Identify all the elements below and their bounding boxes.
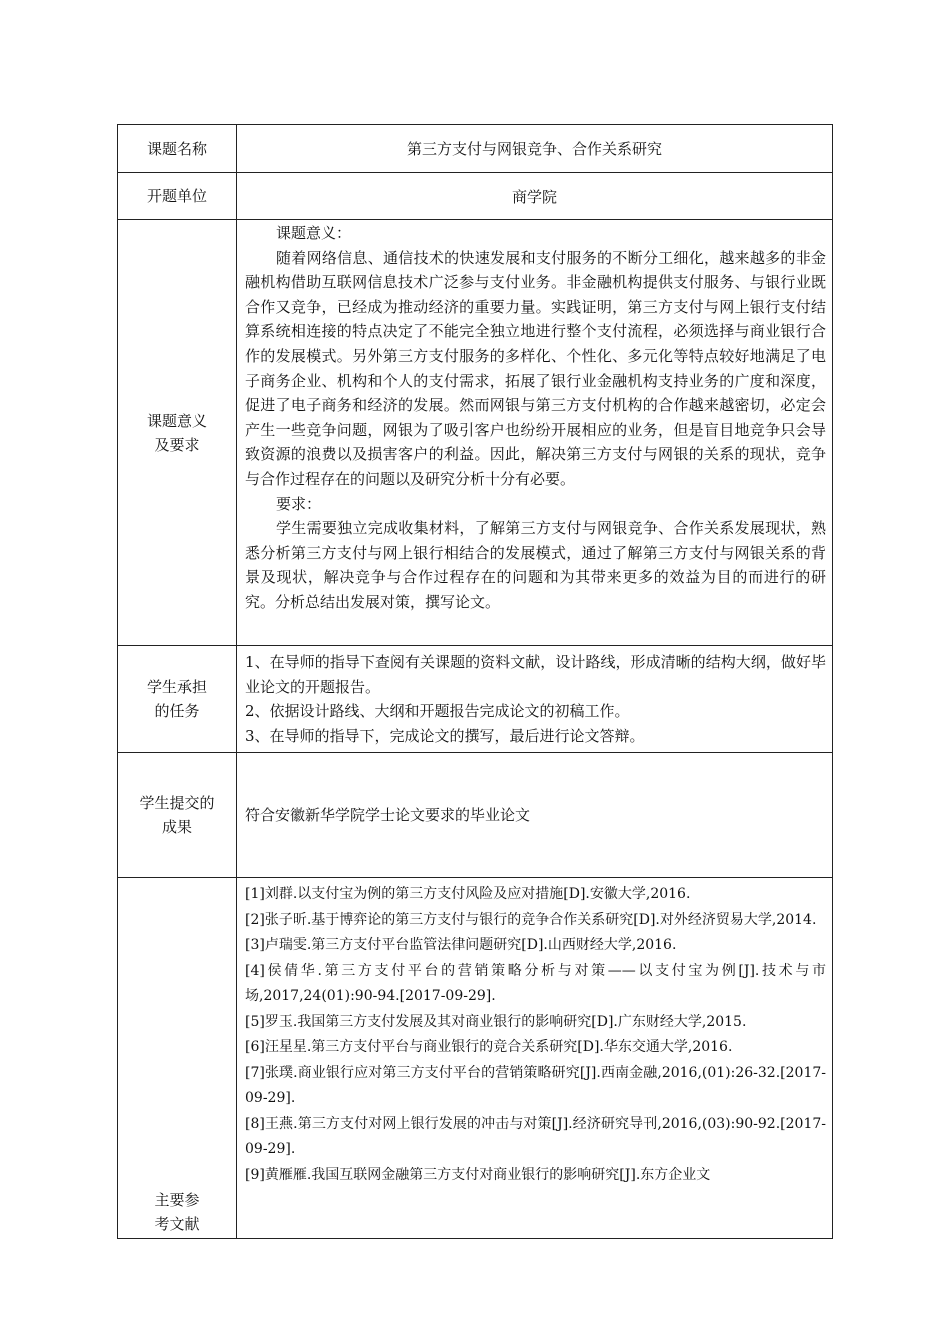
references-label-line1: 主要参 (154, 1191, 200, 1210)
significance-label (118, 220, 237, 646)
reference-item: [1]刘群.以支付宝为例的第三方支付风险及应对措施[D].安徽大学,2016. (245, 886, 691, 903)
unit-label: 开题单位 (118, 173, 237, 220)
reference-item: [8]王燕.第三方支付对网上银行发展的冲击与对策[J].经济研究导刊,2016,(03):90-92.[2017-09-29]. (245, 1115, 826, 1158)
results-label (118, 753, 237, 878)
significance-label-line1: 课题意义 (146, 411, 207, 430)
table-row (118, 125, 833, 173)
table-row (118, 646, 833, 753)
table-row (118, 878, 833, 1239)
significance-label-line2: 及要求 (154, 435, 200, 454)
reference-item: [5]罗玉.我国第三方支付发展及其对商业银行的影响研究[D].广东财经大学,2015. (245, 1013, 747, 1030)
significance-paragraph: 随着网络信息、通信技术的快速发展和支付服务的不断分工细化，越来越多的非金融机构借助互联网信息技术广泛参与支付业务。非金融机构提供支付服务、与银行业既合作又竞争，已经成为推动经济的重要力量。实践证明，第三方支付与网上银行支付结算系统相连接的特点决定了不能完全独立地进行整个支付流程，必须选择与商业银行合作的发展模式。另外第三方支付服务的多样化、个性化、多元化等特点较好地满足了电子商务企业、机构和个人的支付需求，拓展了银行业金融机构支持业务的广度和深度，促进了电子商务和经济的发展。然而网银与第三方支付机构的合作越来越密切，必定会产生一些竞争问题，网银为了吸引客户也纷纷开展相应的业务，但是盲目地竞争只会导致资源的浪费以及损害客户的利益。因此，解决第三方支付与网银的关系的现状，竞争与合作过程存在的问题以及研究分析十分有必要。 (245, 248, 826, 488)
topic-title-value: 第三方支付与网银竞争、合作关系研究 (237, 125, 833, 173)
reference-item: [4]侯倩华.第三方支付平台的营销策略分析与对策——以支付宝为例[J].技术与市场,2017,24(01):90-94.[2017-09-29]. (245, 962, 826, 1005)
significance-cell (237, 220, 833, 646)
reference-item: [2]张子昕.基于博弈论的第三方支付与银行的竞争合作关系研究[D].对外经济贸易大学,2014. (245, 911, 817, 928)
reference-item: [3]卢瑞雯.第三方支付平台监管法律问题研究[D].山西财经大学,2016. (245, 937, 677, 954)
table-row (118, 753, 833, 878)
references-list (237, 878, 832, 1188)
task-item: 1、在导师的指导下查阅有关课题的资料文献，设计路线，形成清晰的结构大纲，做好毕业论文的开题报告。 (245, 653, 826, 696)
table-row (118, 220, 833, 646)
table-row (118, 173, 833, 220)
references-label-line2: 考文献 (154, 1215, 200, 1234)
reference-item: [9]黄雁雁.我国互联网金融第三方支付对商业银行的影响研究[J].东方企业文 (245, 1166, 711, 1183)
requirements-paragraph: 学生需要独立完成收集材料，了解第三方支付与网银竞争、合作关系发展现状，熟悉分析第三方支付与网上银行相结合的发展模式，通过了解第三方支付与网银关系的背景及现状，解决竞争与合作过程存在的问题和为其带来更多的效益为目的而进行的研究。分析总结出发展对策，撰写论文。 (245, 519, 826, 611)
references-cell (237, 878, 833, 1239)
task-item: 2、依据设计路线、大纲和开题报告完成论文的初稿工作。 (245, 702, 630, 721)
results-label-line2: 成果 (161, 818, 192, 837)
significance-heading: 课题意义： (276, 224, 352, 242)
reference-item: [7]张璞.商业银行应对第三方支付平台的营销策略研究[J].西南金融,2016,(01):26-32.[2017-09-29]. (245, 1064, 826, 1107)
unit-value: 商学院 (237, 173, 833, 220)
tasks-label (118, 646, 237, 753)
proposal-table (117, 124, 833, 1239)
results-value: 符合安徽新华学院学士论文要求的毕业论文 (245, 806, 531, 825)
results-cell (237, 753, 833, 878)
reference-item: [6]汪星星.第三方支付平台与商业银行的竞合关系研究[D].华东交通大学,2016. (245, 1039, 733, 1056)
requirements-heading: 要求： (276, 494, 322, 513)
tasks-label-line2: 的任务 (154, 702, 200, 721)
task-item: 3、在导师的指导下，完成论文的撰写，最后进行论文答辩。 (245, 726, 645, 745)
topic-title-label: 课题名称 (118, 125, 237, 173)
tasks-cell (237, 646, 833, 753)
tasks-label-line1: 学生承担 (146, 678, 207, 697)
results-label-line1: 学生提交的 (139, 794, 215, 813)
references-label (118, 878, 237, 1239)
